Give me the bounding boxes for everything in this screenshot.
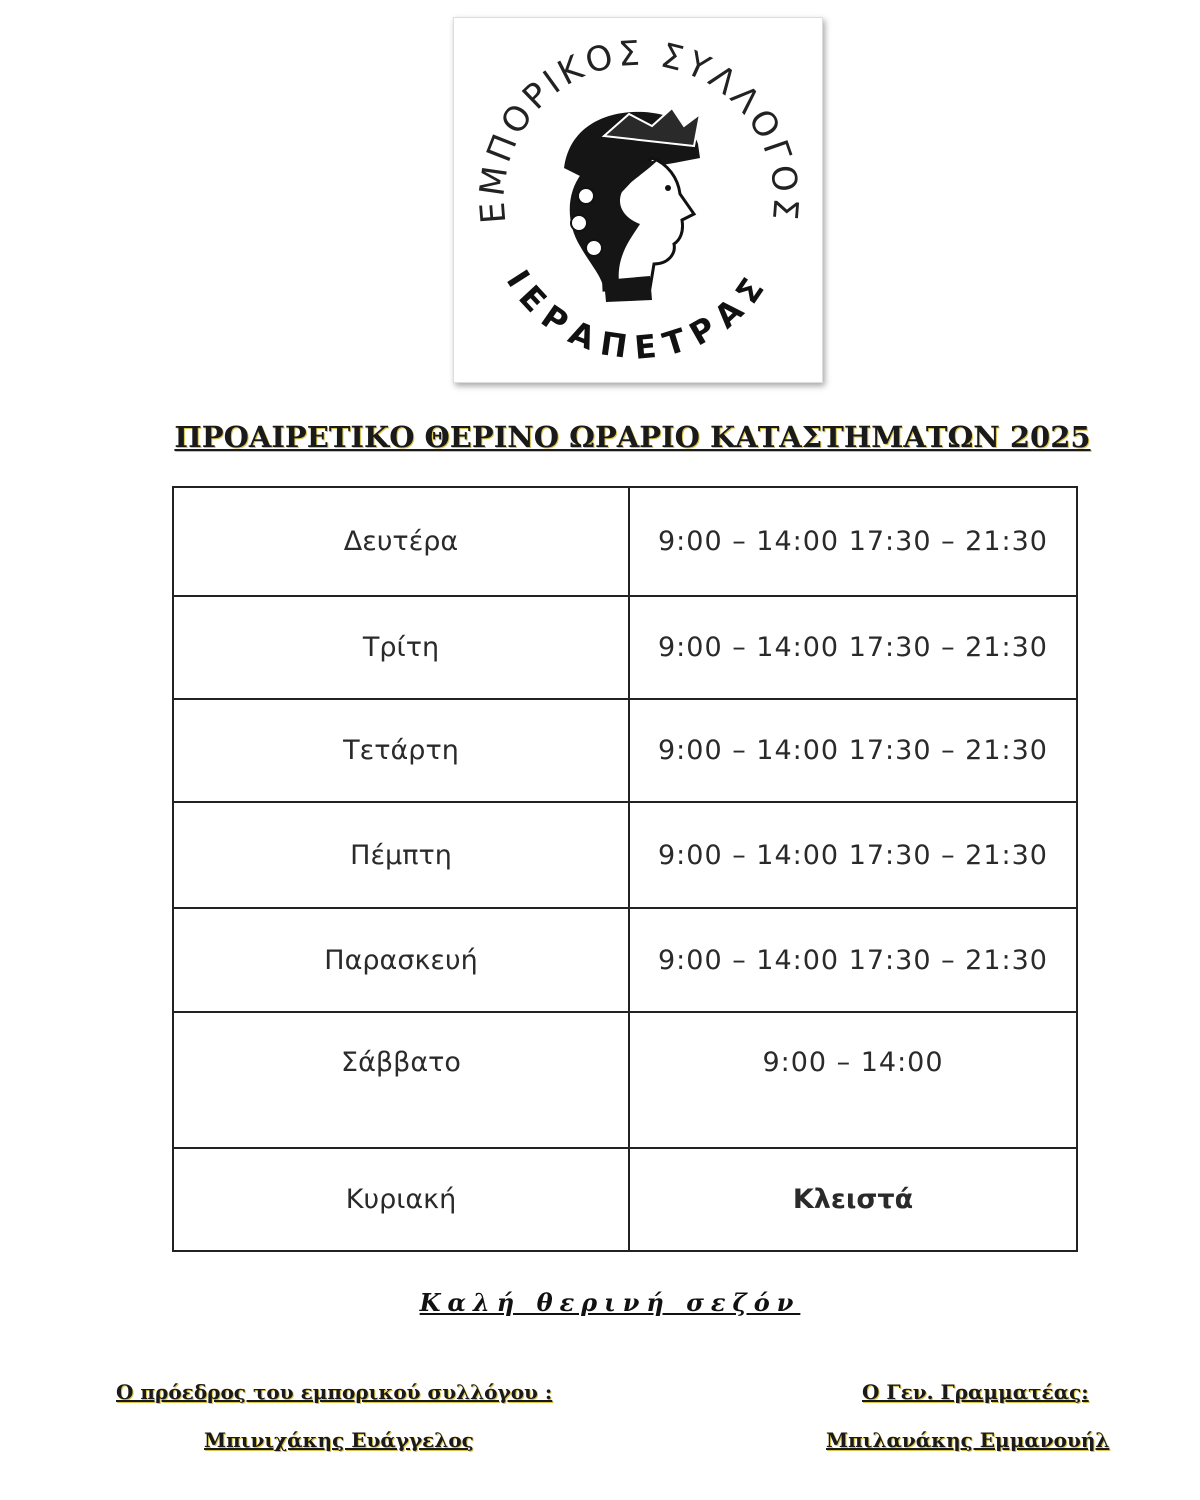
table-row [173, 487, 1077, 596]
association-logo [453, 17, 823, 383]
table-row [173, 699, 1077, 802]
hours-cell: 9:00 – 14:00 17:30 – 21:30 [629, 802, 1077, 908]
hermes-head-icon [564, 108, 700, 302]
day-cell: Παρασκευή [173, 908, 629, 1012]
hours-cell: 9:00 – 14:00 17:30 – 21:30 [629, 487, 1077, 596]
table-row [173, 596, 1077, 699]
secretary-name: Μπιλανάκης Εμμανουήλ [826, 1428, 1110, 1452]
day-cell: Σάββατο [173, 1012, 629, 1148]
hours-cell: 9:00 – 14:00 17:30 – 21:30 [629, 699, 1077, 802]
table-row [173, 802, 1077, 908]
secretary-role: Ο Γεν. Γραμματέας: [862, 1380, 1089, 1404]
president-name: Μπινιχάκης Ευάγγελος [204, 1428, 474, 1452]
day-cell: Τρίτη [173, 596, 629, 699]
schedule-table [172, 486, 1078, 1252]
logo-text-bottom: ΙΕΡΑΠΕΤΡΑΣ [498, 262, 778, 368]
day-cell: Τετάρτη [173, 699, 629, 802]
day-cell: Δευτέρα [173, 487, 629, 596]
day-cell: Κυριακή [173, 1148, 629, 1251]
page-title: ΠΡΟΑΙΡΕΤΙΚΟ ΘΕΡΙΝΟ ΩΡΑΡΙΟ ΚΑΤΑΣΤΗΜΑΤΩΝ 2025 [174, 420, 1091, 454]
logo-graphic [454, 18, 822, 382]
table-row [173, 908, 1077, 1012]
table-row [173, 1148, 1077, 1251]
logo-text-top: ΕΜΠΟΡΙΚΟΣ ΣΥΛΛΟΓΟΣ [472, 33, 806, 226]
hours-cell: 9:00 – 14:00 [629, 1012, 1077, 1148]
hours-cell-closed: Κλειστά [629, 1148, 1077, 1251]
hours-cell: 9:00 – 14:00 17:30 – 21:30 [629, 596, 1077, 699]
president-role: Ο πρόεδρος του εμπορικού συλλόγου : [116, 1380, 553, 1404]
table-row [173, 1012, 1077, 1148]
season-greeting: Καλή θερινή σεζόν [419, 1288, 801, 1317]
hours-cell: 9:00 – 14:00 17:30 – 21:30 [629, 908, 1077, 1012]
day-cell: Πέμπτη [173, 802, 629, 908]
